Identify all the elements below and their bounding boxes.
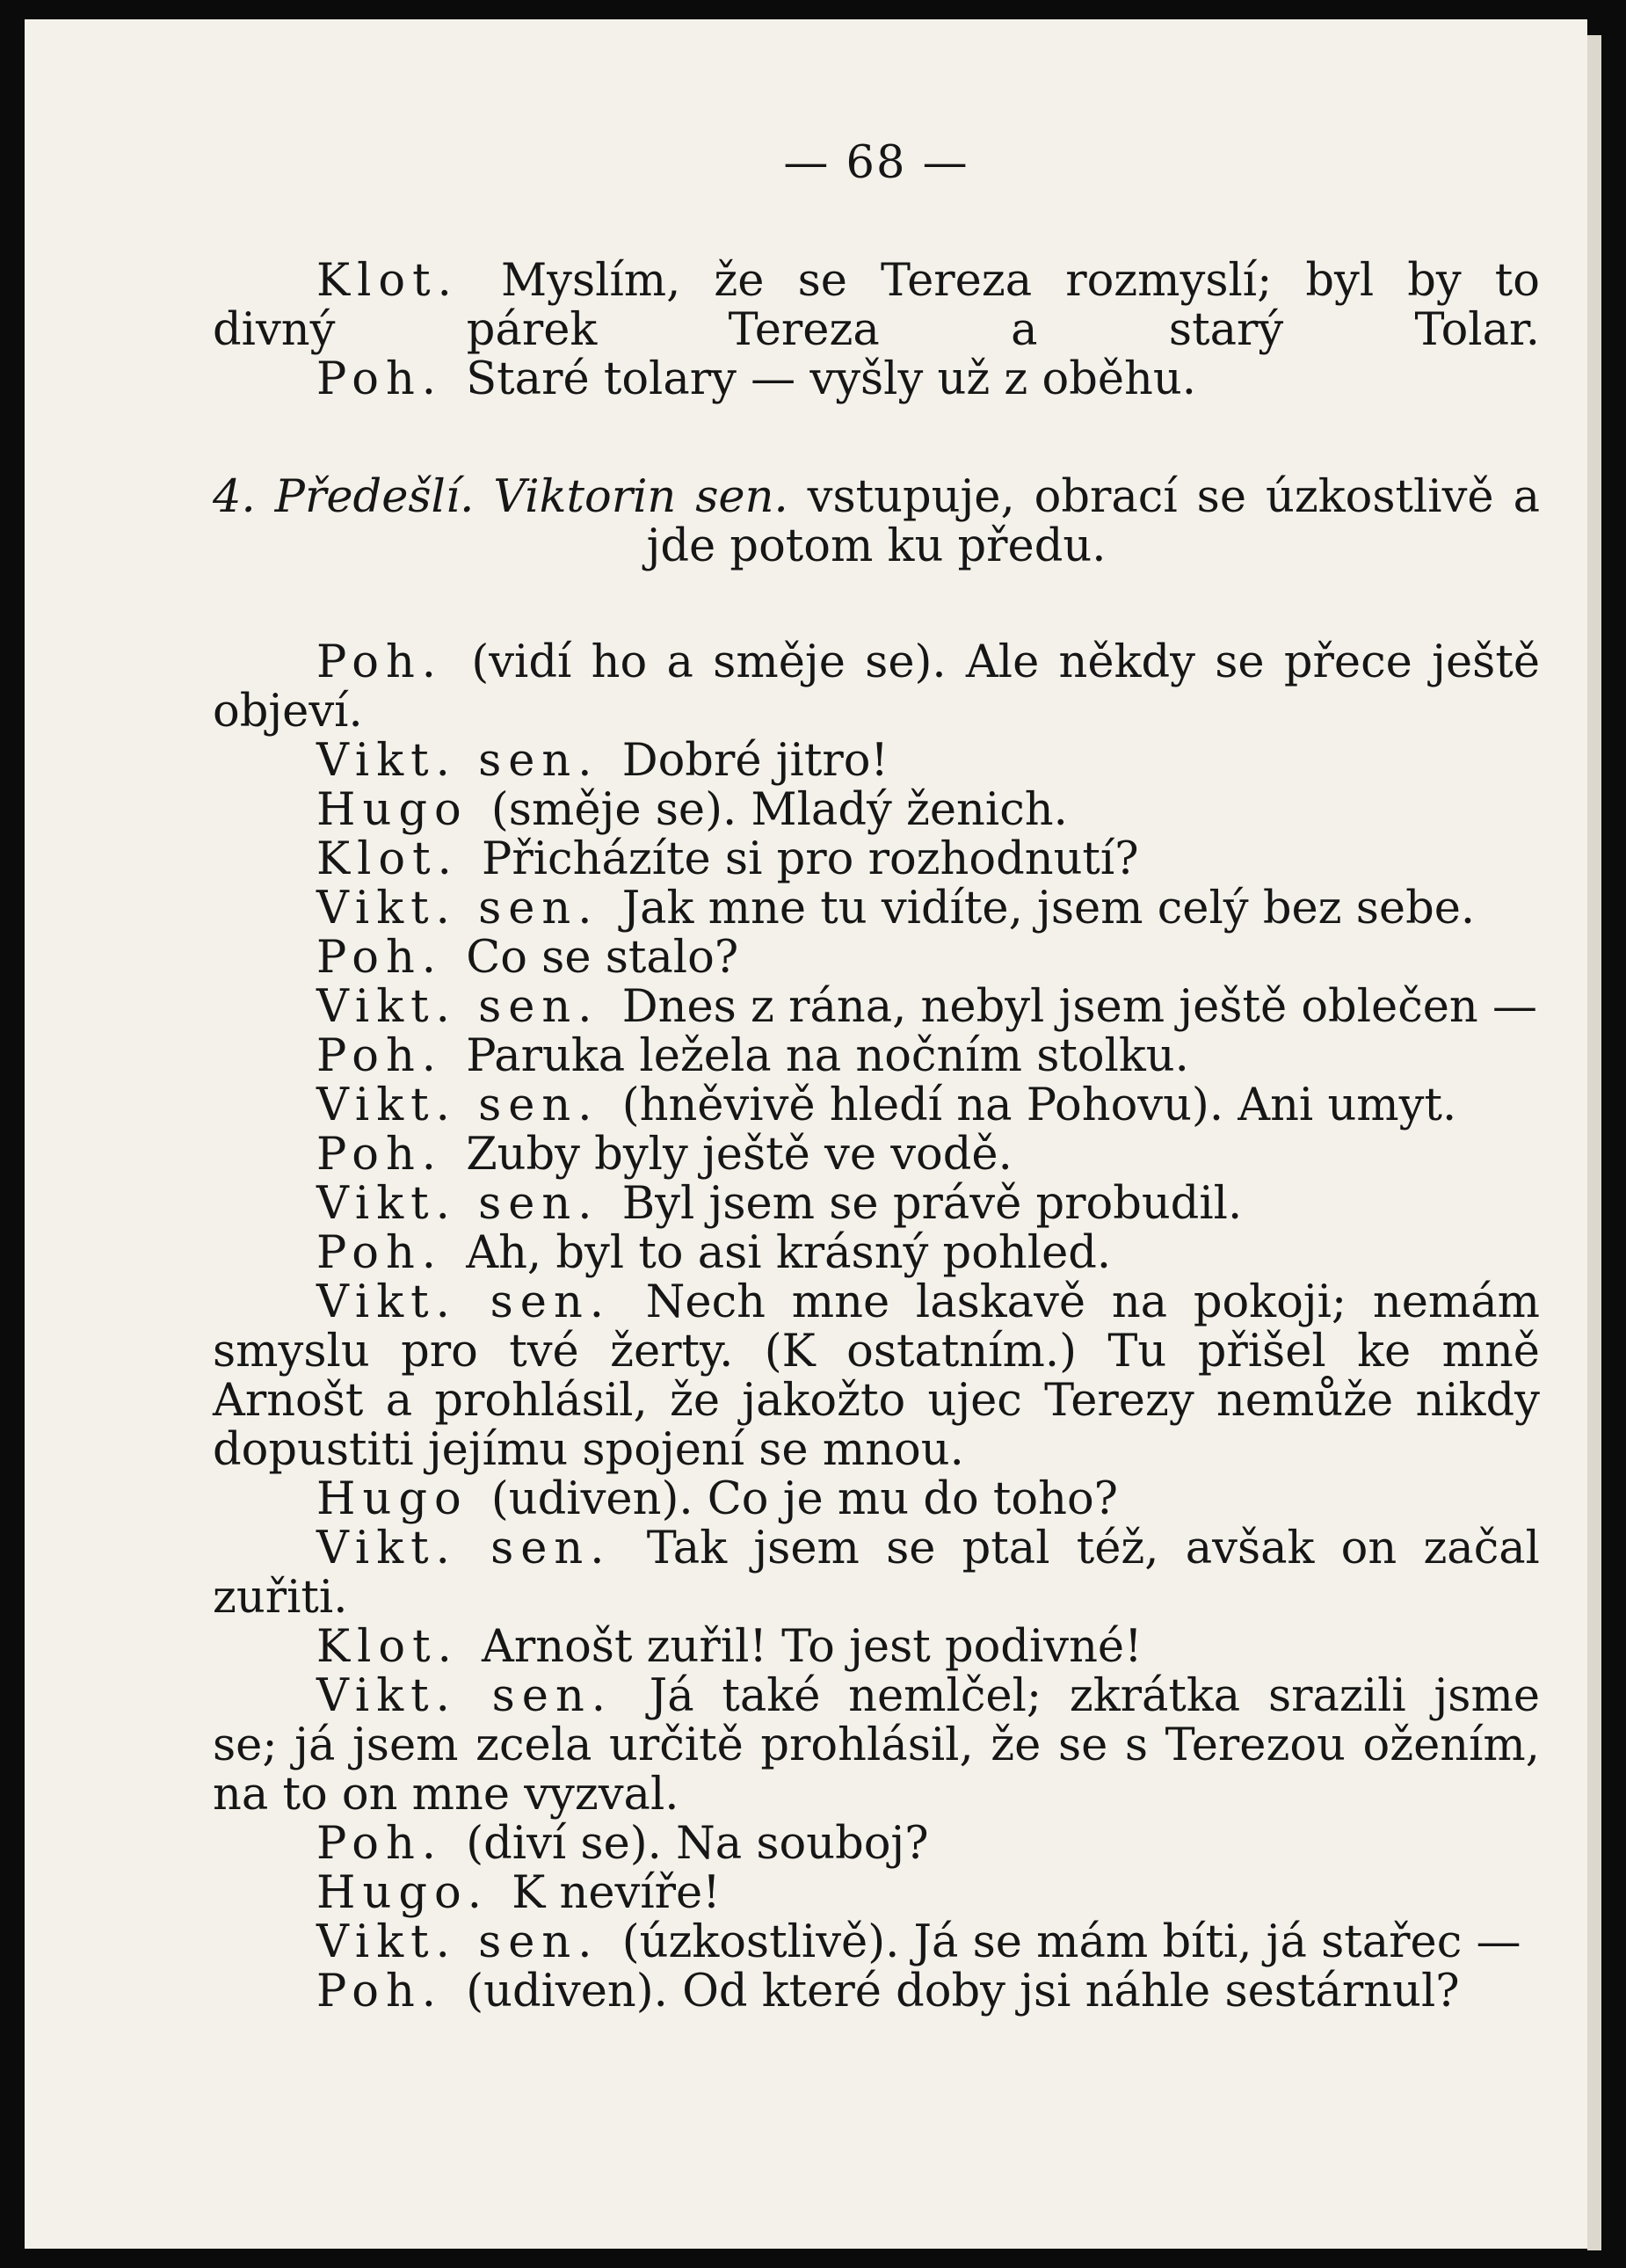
- intro-dialogue: [213, 257, 1540, 404]
- speaker: Vikt. sen.: [316, 883, 599, 934]
- dialogue-line: [213, 1475, 1540, 1524]
- scene-heading: [213, 473, 1540, 571]
- speech: Jak mne tu vidíte, jsem celý bez sebe.: [621, 883, 1476, 934]
- speaker: Poh.: [316, 1030, 444, 1082]
- speech: Nech mne laskavě na pokoji; nemám: [645, 1276, 1540, 1328]
- speaker: Hugo.: [316, 1867, 489, 1919]
- dialogue: [213, 638, 1540, 2017]
- dialogue-line: [213, 1327, 1540, 1377]
- speaker: Vikt. sen.: [316, 1670, 613, 1722]
- speech: Arnošt zuřil! To jest podivné!: [482, 1621, 1143, 1673]
- speech: (udiven). Od které doby jsi náhle sestárnul?: [466, 1966, 1460, 2017]
- speech: Zuby byly ještě ve vodě.: [466, 1129, 1013, 1181]
- speaker: Klot.: [316, 255, 459, 307]
- speech: (úzkostlivě). Já se mám bíti, já stařec —: [621, 1916, 1521, 1968]
- dialogue-line: [213, 1721, 1540, 1770]
- dialogue-line: [213, 1623, 1540, 1672]
- dialogue-line: [213, 1081, 1540, 1130]
- speech: Myslím, že se Tereza rozmyslí; byl by to: [500, 255, 1541, 307]
- speaker: Vikt. sen.: [316, 981, 599, 1033]
- dialogue-line: [213, 1967, 1540, 2017]
- speech: (hněvivě hledí na Pohovu). Ani umyt.: [621, 1079, 1457, 1131]
- stage-direction: vstupuje, obrací se úzkostlivě a: [807, 471, 1541, 523]
- stage-direction: jde potom ku předu.: [646, 520, 1107, 572]
- speech: Dnes z rána, nebyl jsem ještě oblečen —: [621, 981, 1537, 1033]
- dialogue-line: [213, 983, 1540, 1032]
- dialogue-line: [213, 934, 1540, 983]
- dialogue-line: [213, 1574, 1540, 1623]
- dialogue-line: [213, 1918, 1540, 1967]
- speaker: Klot.: [316, 833, 459, 885]
- page-number: — 68 —: [783, 137, 969, 189]
- speech: Přicházíte si pro rozhodnutí?: [482, 833, 1139, 885]
- speech: smyslu pro tvé žerty. (K ostatním.) Tu přišel ke mně: [213, 1326, 1540, 1378]
- speech: na to on mne vyzval.: [213, 1769, 679, 1821]
- speech: se; já jsem zcela určitě prohlásil, že se s Terezou ožením,: [213, 1719, 1540, 1771]
- book-page: [25, 19, 1587, 2249]
- speaker: Poh.: [316, 353, 444, 405]
- speech: dopustiti jejímu spojení se mnou.: [213, 1424, 964, 1476]
- dialogue-line: [213, 835, 1540, 884]
- speech: Byl jsem se právě probudil.: [621, 1178, 1243, 1230]
- speech: zuřiti.: [213, 1572, 348, 1624]
- scene-heading-line: [213, 522, 1540, 571]
- speech: Arnošt a prohlásil, že jakožto ujec Terezy nemůže nikdy: [213, 1375, 1540, 1427]
- speaker: Poh.: [316, 1227, 444, 1279]
- speech: Co se stalo?: [466, 932, 739, 984]
- dialogue-line: [213, 1672, 1540, 1721]
- dialogue-line: [213, 355, 1540, 404]
- speaker: Vikt. sen.: [316, 1276, 612, 1328]
- scene-heading-line: [213, 473, 1540, 522]
- speech: Paruka ležela na nočním stolku.: [466, 1030, 1189, 1082]
- dialogue-line: [213, 1229, 1540, 1278]
- speaker: Poh.: [316, 932, 444, 984]
- dialogue-line: [213, 1820, 1540, 1869]
- speech: K nevíře!: [512, 1867, 721, 1919]
- dialogue-line: [213, 1426, 1540, 1475]
- speaker: Poh.: [316, 1129, 444, 1181]
- dialogue-line: [213, 1770, 1540, 1820]
- speech: (udiven). Co je mu do toho?: [490, 1473, 1118, 1525]
- dialogue-line: [213, 1180, 1540, 1229]
- speaker: Vikt. sen.: [316, 1178, 599, 1230]
- speaker: Vikt. sen.: [316, 1079, 599, 1131]
- speaker: Poh.: [316, 636, 444, 688]
- page-edge: [1587, 35, 1601, 2250]
- speaker: Poh.: [316, 1966, 444, 2017]
- speech: divný párek Tereza a starý Tolar.: [213, 304, 1540, 356]
- dialogue-line: [213, 1524, 1540, 1574]
- dialogue-line: [213, 257, 1540, 306]
- speech: Ah, byl to asi krásný pohled.: [466, 1227, 1112, 1279]
- speaker: Vikt. sen.: [316, 735, 599, 787]
- speaker: Klot.: [316, 1621, 459, 1673]
- speaker: Hugo: [316, 1473, 468, 1525]
- dialogue-line: [213, 884, 1540, 934]
- speech: Tak jsem se ptal též, avšak on začal: [646, 1523, 1540, 1574]
- dialogue-line: [213, 687, 1540, 737]
- dialogue-line: [213, 786, 1540, 835]
- speaker: Poh.: [316, 1818, 444, 1870]
- dialogue-line: [213, 1130, 1540, 1180]
- dialogue-line: [213, 737, 1540, 786]
- dialogue-line: [213, 1278, 1540, 1327]
- dialogue-line: [213, 638, 1540, 687]
- scene-number: 4.: [213, 471, 256, 523]
- speech: Já také nemlčel; zkrátka srazili jsme: [649, 1670, 1541, 1722]
- dialogue-line: [213, 306, 1540, 355]
- speech: (diví se). Na souboj?: [466, 1818, 929, 1870]
- dialogue-line: [213, 1869, 1540, 1918]
- page-content: [213, 123, 1540, 2017]
- speaker: Vikt. sen.: [316, 1916, 599, 1968]
- speech: (směje se). Mladý ženich.: [490, 784, 1068, 836]
- speaker: Hugo: [316, 784, 468, 836]
- speech: Staré tolary — vyšly už z oběhu.: [466, 353, 1196, 405]
- dialogue-line: [213, 1377, 1540, 1426]
- speech: objeví.: [213, 686, 363, 738]
- speaker: Vikt. sen.: [316, 1523, 612, 1574]
- dialogue-line: [213, 1032, 1540, 1081]
- speech: Dobré jitro!: [621, 735, 889, 787]
- speech: (vidí ho a směje se). Ale někdy se přece ještě: [471, 636, 1541, 688]
- scene-characters: Předešlí. Viktorin sen.: [274, 471, 788, 523]
